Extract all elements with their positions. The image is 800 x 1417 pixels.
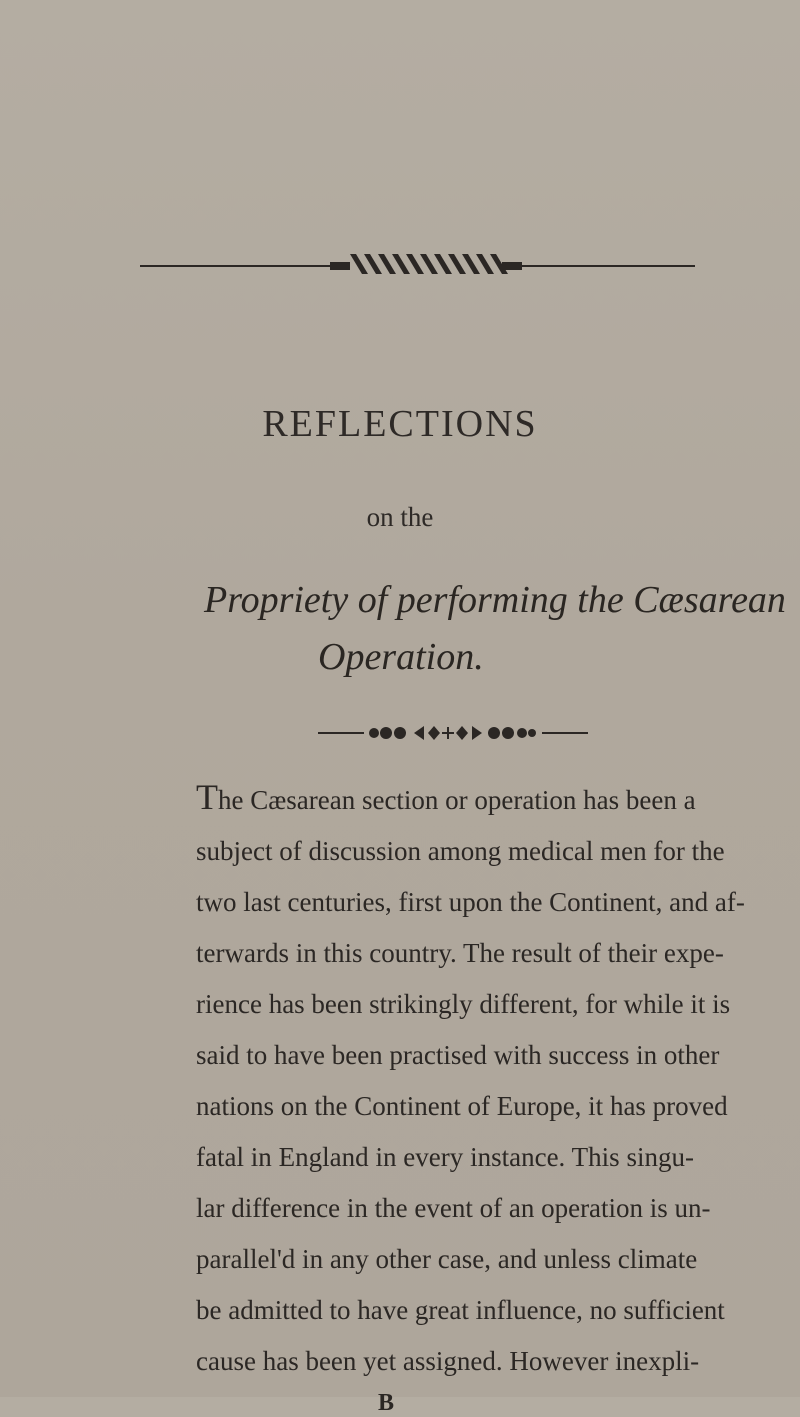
body-line: two last centuries, first upon the Continent, and af- <box>196 887 745 917</box>
subtitle-connector: on the <box>366 502 434 532</box>
body-line: lar difference in the event of an operation is un- <box>196 1193 711 1223</box>
body-line: said to have been practised with success in other <box>196 1040 720 1070</box>
body-line: cause has been yet assigned. However inexpli- <box>196 1346 700 1376</box>
body-line: terwards in this country. The result of their expe- <box>196 938 724 968</box>
body-line: be admitted to have great influence, no sufficient <box>196 1295 725 1325</box>
body-line: fatal in England in every instance. This singu- <box>196 1142 694 1172</box>
signature-mark: B <box>378 1390 395 1416</box>
body-paragraph <box>196 772 745 1387</box>
body-line-text: he Cæsarean section or operation has been a <box>218 785 696 815</box>
decorative-border-rule <box>140 248 695 278</box>
body-line: parallel'd in any other case, and unless climate <box>196 1244 698 1274</box>
body-line <box>196 772 694 826</box>
subtitle-line-2: Operation. <box>318 636 484 678</box>
ornament-divider <box>318 722 588 744</box>
body-line: subject of discussion among medical men for the <box>196 836 725 866</box>
page-title: REFLECTIONS <box>262 403 538 445</box>
body-line: nations on the Continent of Europe, it has proved <box>196 1091 728 1121</box>
body-line: rience has been strikingly different, for while it is <box>196 989 731 1019</box>
drop-cap: T <box>196 777 218 817</box>
subtitle-line-1: Propriety of performing the Cæsarean <box>204 579 786 621</box>
